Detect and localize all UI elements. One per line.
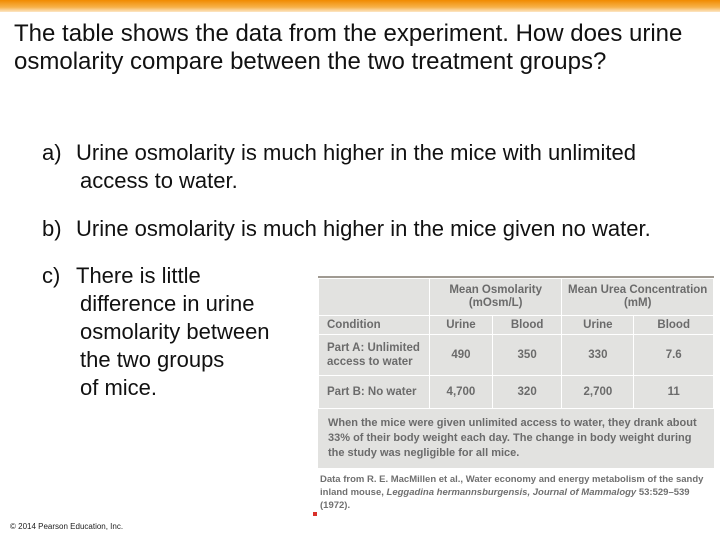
data-table-panel [318, 276, 714, 468]
table-row [319, 335, 714, 376]
question-text: The table shows the data from the experiment. How does urine osmolarity compare between the two treatment groups? [14, 20, 683, 75]
header-urea-urine: Urine [562, 316, 634, 335]
answer-a-label: a) [42, 140, 62, 165]
answer-b-line1: Urine osmolarity is much higher in the mice given no water. [76, 216, 651, 241]
osm-blood-cell: 350 [492, 335, 561, 376]
answer-c-line1: There is little [76, 263, 201, 288]
osm-blood-cell: 320 [492, 376, 561, 409]
copyright-text: © 2014 Pearson Education, Inc. [10, 522, 124, 531]
condition-cell [319, 335, 430, 376]
answer-a-line2: access to water. [80, 168, 238, 193]
source-suffix: 53:529–539 (1972). [320, 487, 690, 511]
top-accent-bar [0, 0, 720, 12]
answer-option-a[interactable] [42, 139, 712, 195]
header-condition: Condition [319, 316, 430, 335]
header-urea-blood: Blood [634, 316, 714, 335]
source-species: Leggadina hermannsburgensis [386, 487, 528, 498]
header-mean-osmolarity: Mean Osmolarity (mOsm/L) [430, 279, 562, 316]
header-mean-urea: Mean Urea Concentration (mM) [562, 279, 714, 316]
red-marker [313, 512, 317, 516]
answer-a-line1: Urine osmolarity is much higher in the mice with unlimited [76, 140, 636, 165]
urea-blood-cell: 7.6 [634, 335, 714, 376]
header-osm-blood: Blood [492, 316, 561, 335]
source-prefix: Data from R. E. MacMillen et al., Water economy and energy metabolism of the sandy inland mouse, [320, 474, 704, 498]
urea-blood-cell: 11 [634, 376, 714, 409]
data-source-citation [320, 473, 715, 512]
answer-c-line4: the two groups [80, 347, 225, 372]
answer-option-c[interactable] [42, 262, 312, 402]
osm-urine-cell: 4,700 [430, 376, 493, 409]
header-osm-urine: Urine [430, 316, 493, 335]
answer-c-line5: of mice. [80, 375, 158, 400]
table-row [319, 376, 714, 409]
answer-b-label: b) [42, 216, 62, 241]
condition-line1: Part A: Unlimited [327, 342, 420, 354]
answer-c-label: c) [42, 263, 61, 288]
data-table [318, 278, 714, 409]
osm-urine-cell: 490 [430, 335, 493, 376]
condition-line2: access to water [327, 356, 413, 368]
answer-c-line3: osmolarity between [80, 319, 270, 344]
source-journal: , Journal of Mammalogy [527, 487, 637, 498]
table-note: When the mice were given unlimited access to water, they drank about 33% of their body weight each day. The change in body weight during the study was negligible for all mice. [328, 417, 697, 459]
condition-cell: Part B: No water [319, 376, 430, 409]
answer-option-b[interactable] [42, 215, 712, 243]
blank-header-cell [319, 279, 430, 316]
answer-c-line2: difference in urine [80, 291, 255, 316]
urea-urine-cell: 330 [562, 335, 634, 376]
urea-urine-cell: 2,700 [562, 376, 634, 409]
